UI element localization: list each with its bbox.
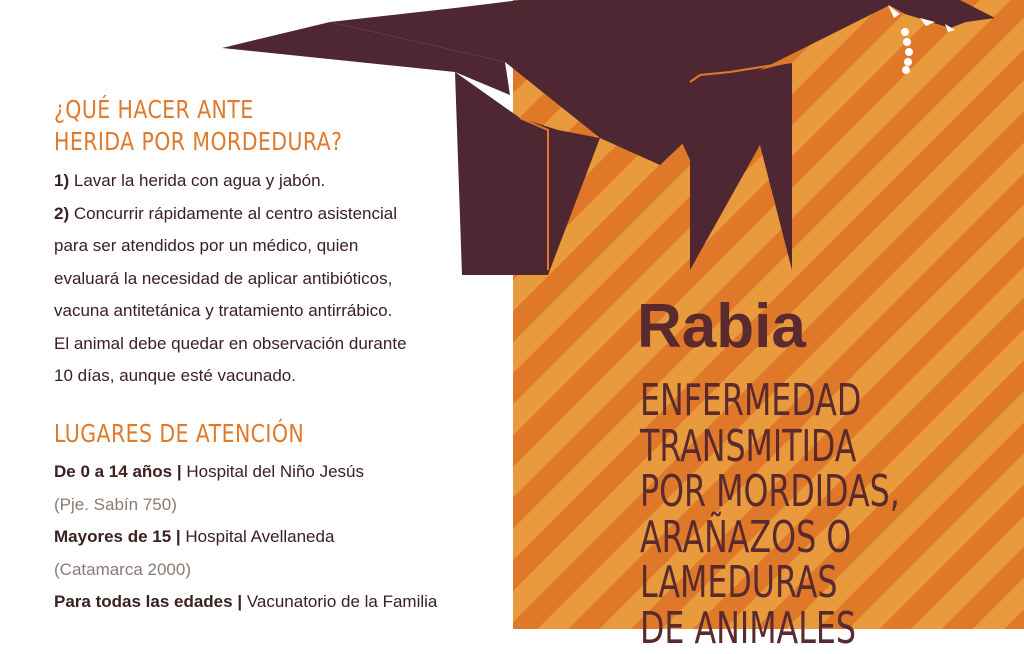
place-who: Para todas las edades |	[54, 592, 243, 611]
dog-front-leg	[660, 62, 792, 270]
wound-heading	[54, 94, 342, 158]
wound-steps	[54, 165, 484, 393]
places-heading: LUGARES DE ATENCIÓN	[54, 419, 305, 448]
disease-title: Rabia	[637, 292, 806, 361]
wound-heading-line2: HERIDA POR MORDEDURA?	[54, 127, 343, 156]
place-item	[54, 521, 494, 554]
wound-heading-line1: ¿QUÉ HACER ANTE	[54, 95, 254, 124]
place-where: Hospital Avellaneda	[185, 527, 335, 546]
subtitle-line: TRANSMITIDA	[640, 420, 857, 472]
step-1-number: 1)	[54, 171, 70, 190]
place-address: (Catamarca 2000)	[54, 559, 192, 579]
step-2-line: para ser atendidos por un médico, quien	[54, 236, 359, 255]
step-2-line: El animal debe quedar en observación durante	[54, 333, 407, 353]
subtitle-line: POR MORDIDAS,	[640, 466, 900, 517]
place-who: De 0 a 14 años |	[54, 462, 182, 481]
step-2-line: Concurrir rápidamente al centro asistencial	[73, 203, 398, 223]
place-where: Vacunatorio de la Familia	[246, 592, 438, 611]
dog-body	[330, 0, 900, 165]
subtitle-line: DE ANIMALES	[640, 602, 856, 654]
step-1	[54, 165, 484, 198]
subtitle-line: LAMEDURAS	[640, 557, 838, 608]
subtitle-line: ARAÑAZOS O	[640, 511, 852, 563]
places-list	[54, 456, 494, 619]
place-where: Hospital del Niño Jesús	[186, 462, 364, 481]
disease-subtitle	[640, 375, 900, 654]
subtitle-line: ENFERMEDAD	[640, 375, 862, 426]
step-1-text: Lavar la herida con agua y jabón.	[73, 171, 326, 190]
step-2-line: vacuna antitetánica y tratamiento antirrábico.	[54, 301, 393, 320]
place-item	[54, 586, 494, 619]
place-item	[54, 456, 494, 489]
step-2	[54, 198, 484, 231]
place-address: (Pje. Sabín 750)	[54, 494, 177, 514]
step-2-line: 10 días, aunque esté vacunado.	[54, 366, 296, 385]
place-who: Mayores de 15 |	[54, 527, 181, 546]
step-2-line: evaluará la necesidad de aplicar antibióticos,	[54, 268, 393, 288]
step-2-number: 2)	[54, 203, 70, 223]
